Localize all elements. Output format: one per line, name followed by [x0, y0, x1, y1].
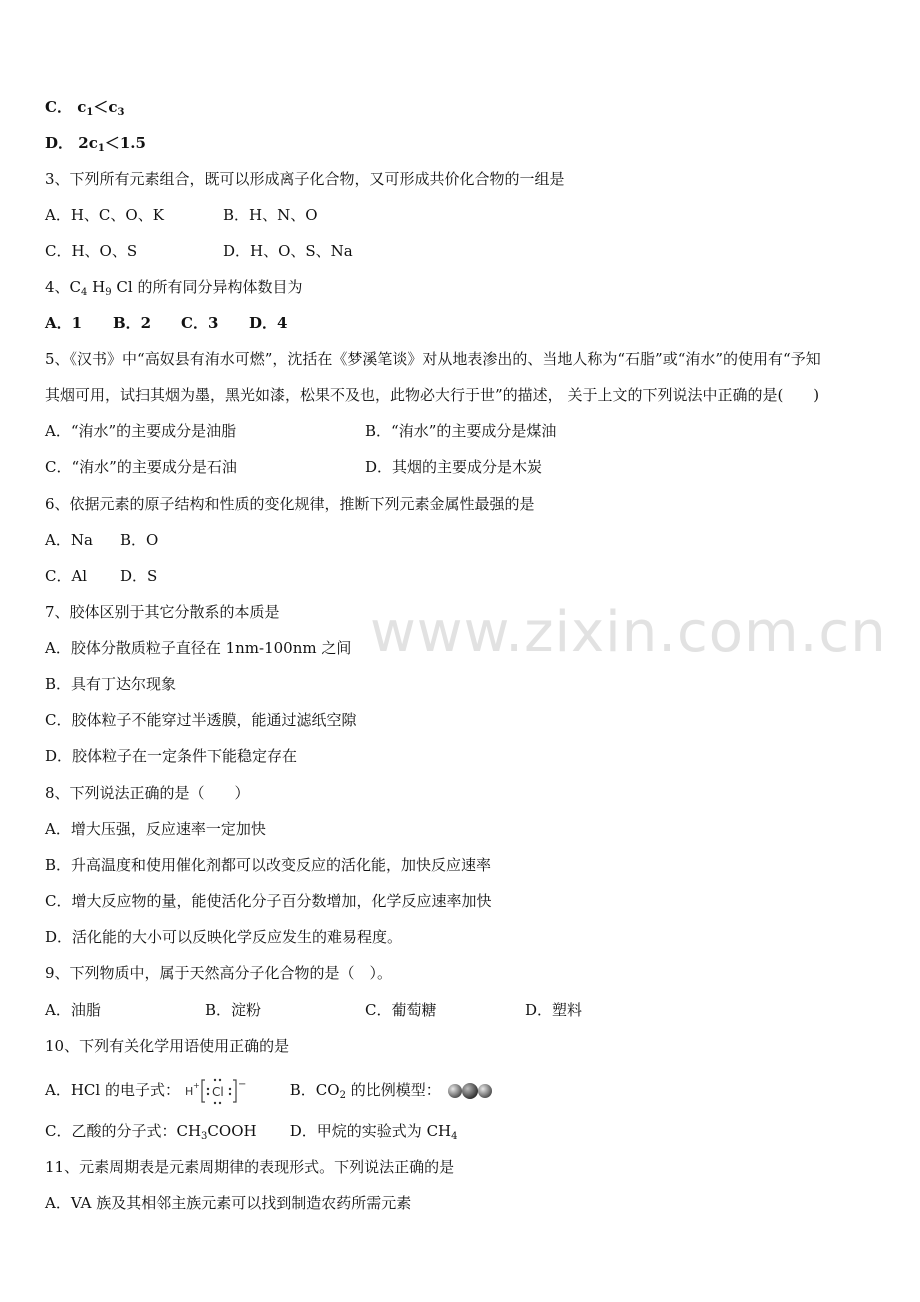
- question-7-option-c: C．胶体粒子不能穿过半透膜，能通过滤纸空隙: [45, 711, 357, 729]
- question-3-options-ab: A．H、C、O、K B．H、N、O: [45, 206, 318, 224]
- hcl-h-label: H: [184, 1085, 194, 1098]
- hcl-minus-label: −: [237, 1079, 247, 1090]
- question-6: 6、依据元素的原子结构和性质的变化规律，推断下列元素金属性最强的是: [45, 495, 535, 513]
- option-d-line: D． $2c_1<1.5$: [45, 134, 146, 154]
- question-4-options: A．1 B．2 C．3 D．4: [45, 314, 288, 332]
- svg-text:+: +: [192, 1081, 200, 1090]
- question-8-option-a: A．增大压强，反应速率一定加快: [45, 820, 266, 838]
- question-8-option-c: C．增大反应物的量，能使活化分子百分数增加，化学反应速率加快: [45, 892, 492, 910]
- question-3: 3、下列所有元素组合，既可以形成离子化合物，又可形成共价化合物的一组是: [45, 170, 565, 188]
- question-11-option-a: A．VA 族及其相邻主族元素可以找到制造农药所需元素: [45, 1194, 412, 1212]
- hcl-cl-label: Cl: [211, 1085, 224, 1099]
- question-5-options-ab: A．“洧水”的主要成分是油脂 B．“洧水”的主要成分是煤油: [45, 422, 557, 440]
- question-10-options-cd: C．乙酸的分子式：$CH_3COOH$ D．甲烷的实验式为 $CH_4$: [45, 1122, 458, 1142]
- question-6-options-cd: C．Al D．S: [45, 567, 158, 585]
- co2-ball-model-icon: [446, 1080, 494, 1102]
- hcl-electron-formula-icon: [185, 1076, 257, 1106]
- question-4: 4、$C_4$ $H_9$ Cl 的所有同分异构体数目为: [45, 278, 303, 298]
- option-c-line: C． $c_1<c_3$: [45, 98, 125, 118]
- question-10-options-ab: A．HCl 的电子式： H + Cl − B．$CO_2$ 的比例模型：: [45, 1076, 494, 1106]
- question-3-options-cd: C．H、O、S D．H、O、S、Na: [45, 242, 353, 260]
- watermark: www.zixin.com.cn: [370, 600, 887, 665]
- question-8: 8、下列说法正确的是（ ）: [45, 784, 250, 802]
- question-5-line-1: 5、《汉书》中“高奴县有洧水可燃”，沈括在《梦溪笔谈》对从地表渗出的、当地人称为“石脂”或“洧水”的使用有“予知: [45, 350, 821, 368]
- question-6-options-ab: A．Na B．O: [45, 531, 159, 549]
- question-7-option-a: A．胶体分散质粒子直径在 1nm-100nm 之间: [45, 639, 352, 657]
- question-5-line-2: 其烟可用，试扫其烟为墨，黑光如漆，松果不及也，此物必大行于世”的描述， 关于上文的下列说法中正确的是( ): [45, 386, 820, 404]
- question-5-options-cd: C．“洧水”的主要成分是石油 D．其烟的主要成分是木炭: [45, 458, 543, 476]
- question-8-option-d: D．活化能的大小可以反映化学反应发生的难易程度。: [45, 928, 403, 946]
- question-7-option-d: D．胶体粒子在一定条件下能稳定存在: [45, 747, 298, 765]
- question-7-option-b: B．具有丁达尔现象: [45, 675, 177, 693]
- question-7: 7、胶体区别于其它分散系的本质是: [45, 603, 280, 621]
- question-11: 11、元素周期表是元素周期律的表现形式。下列说法正确的是: [45, 1158, 455, 1176]
- question-9-options: A．油脂 B．淀粉 C．葡萄糖 D．塑料: [45, 1001, 583, 1019]
- question-10: 10、下列有关化学用语使用正确的是: [45, 1037, 290, 1055]
- question-9: 9、下列物质中，属于天然高分子化合物的是（ ）。: [45, 964, 393, 982]
- question-8-option-b: B．升高温度和使用催化剂都可以改变反应的活化能，加快反应速率: [45, 856, 492, 874]
